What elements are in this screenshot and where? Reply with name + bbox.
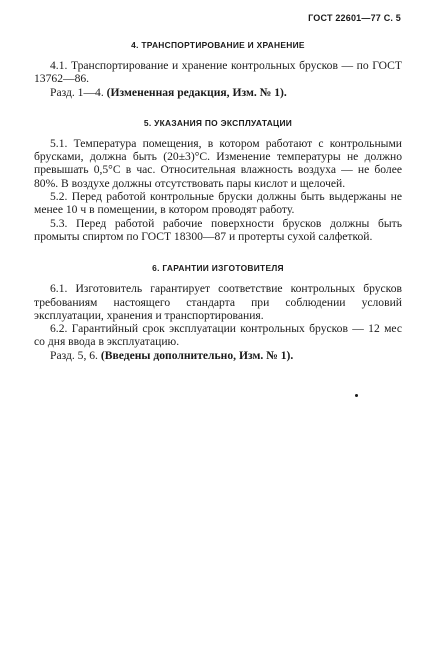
document-body xyxy=(34,40,402,362)
note-text: Разд. 5, 6. xyxy=(50,348,101,362)
paragraph-6-2: 6.2. Гарантийный срок эксплуатации контрольных брусков — 12 мес со дня ввода в эксплуатацию. xyxy=(34,322,402,349)
note-amendment: (Введены дополнительно, Изм. № 1). xyxy=(100,348,294,362)
note-amendment: (Измененная редакция, Изм. № 1). xyxy=(106,85,287,99)
page-header: ГОСТ 22601—77 С. 5 xyxy=(308,13,401,23)
page-mark xyxy=(355,394,358,397)
paragraph-5-2: 5.2. Перед работой контрольные бруски должны быть выдержаны не менее 10 ч в помещении, в котором проводят работу. xyxy=(34,190,402,217)
paragraph-5-1: 5.1. Температура помещения, в котором работают с контрольными брусками, должна быть (20±3)°С. Изменение температуры не должно превышать 0,5°С в час. Относительная влажность воздуха — не более 80%. В воздухе должны отсутствовать пары кислот и щелочей. xyxy=(34,136,402,190)
section-5 xyxy=(34,118,402,243)
note-text: Разд. 1—4. xyxy=(50,85,107,99)
section-title: 6. ГАРАНТИИ ИЗГОТОВИТЕЛЯ xyxy=(152,263,284,274)
section-title: 4. ТРАНСПОРТИРОВАНИЕ И ХРАНЕНИЕ xyxy=(131,40,305,50)
paragraph-6-1: 6.1. Изготовитель гарантирует соответствие контрольных брусков требованиям настоящего стандарта при соблюдении условий эксплуатации, хранения и транспортирования. xyxy=(34,282,402,322)
section-note xyxy=(34,86,402,99)
section-note xyxy=(34,349,402,362)
section-title: 5. УКАЗАНИЯ ПО ЭКСПЛУАТАЦИИ xyxy=(143,117,293,128)
paragraph-4-1: 4.1. Транспортирование и хранение контрольных брусков — по ГОСТ 13762—86. xyxy=(34,59,402,86)
section-4 xyxy=(34,40,402,99)
paragraph-5-3: 5.3. Перед работой рабочие поверхности брусков должны быть промыты спиртом по ГОСТ 18300—87 и протерты сухой салфеткой. xyxy=(34,216,402,243)
section-6 xyxy=(34,263,402,362)
